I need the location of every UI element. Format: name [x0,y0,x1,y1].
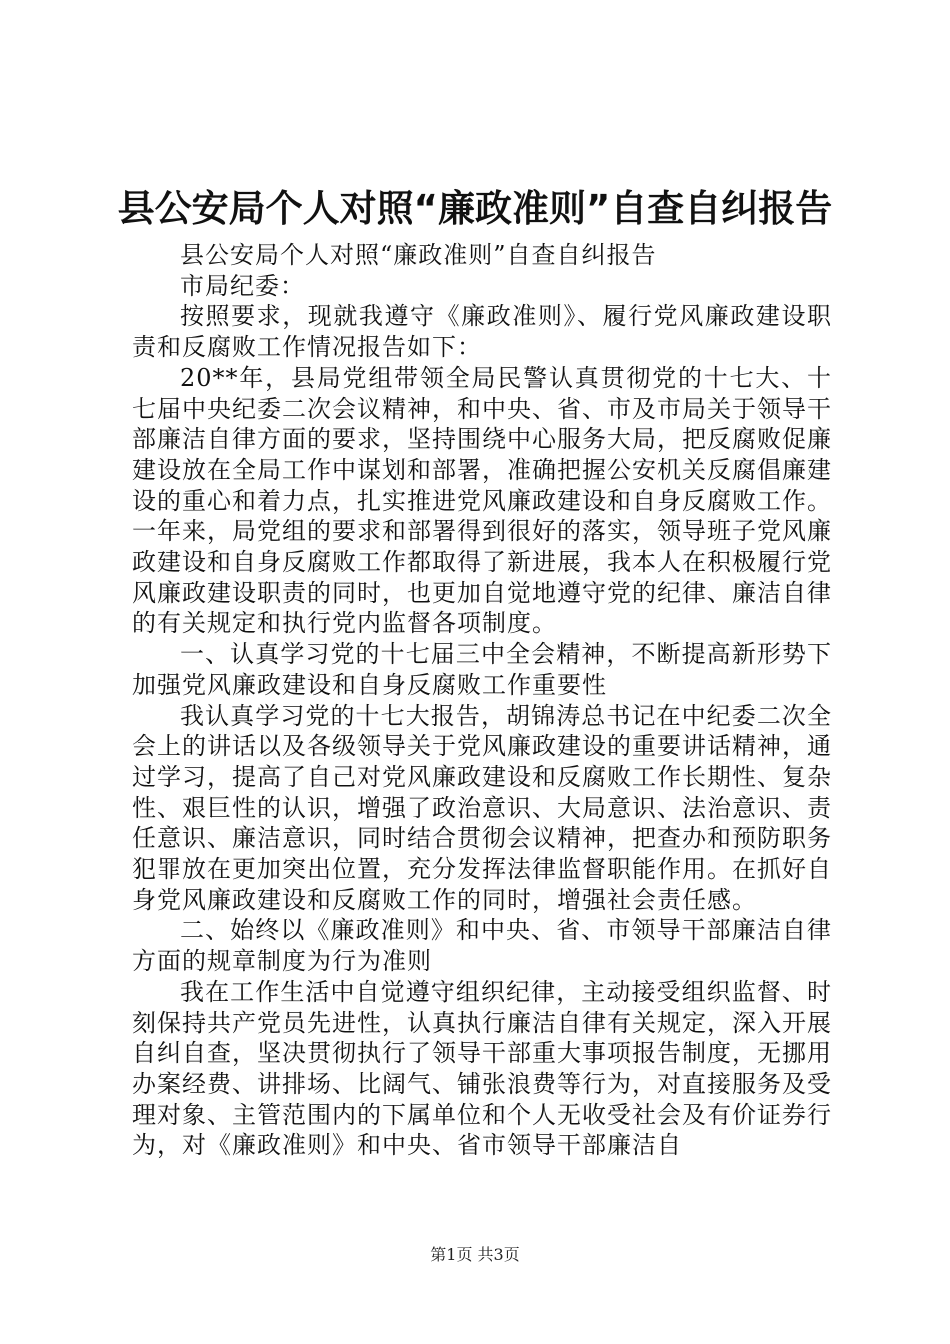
paragraph-section-2: 我在工作生活中自觉遵守组织纪律，主动接受组织监督、时刻保持共产党员先进性，认真执行廉洁自律有关规定，深入开展自纠自查，坚决贯彻执行了领导干部重大事项报告制度，无挪用办案经费、讲排场、比阔气、铺张浪费等行为，对直接服务及受理对象、主管范围内的下属单位和个人无收受社会及有价证券行为，对《廉政准则》和中央、省市领导干部廉洁自 [132,977,832,1160]
paragraph-salutation: 市局纪委： [180,271,305,300]
document-title: 县公安局个人对照“廉政准则”自查自纠报告 [117,187,833,230]
paragraph-section-1: 我认真学习党的十七大报告，胡锦涛总书记在中纪委二次全会上的讲话以及各级领导关于党风廉政建设的重要讲话精神，通过学习，提高了自己对党风廉政建设和反腐败工作长期性、复杂性、艰巨性的认识，增强了政治意识、大局意识、法治意识、责任意识、廉洁意识，同时结合贯彻会议精神，把查办和预防职务犯罪放在更加突出位置，充分发挥法律监督职能作用。在抓好自身党风廉政建设和反腐败工作的同时，增强社会责任感。 [132,701,832,914]
section-heading-2: 二、始终以《廉政准则》和中央、省、市领导干部廉洁自律方面的规章制度为行为准则 [132,916,832,976]
page-footer: 第1页 共3页 [430,1245,520,1264]
paragraph-subtitle: 县公安局个人对照“廉政准则”自查自纠报告 [180,241,657,269]
section-heading-1: 一、认真学习党的十七届三中全会精神，不断提高新形势下加强党风廉政建设和自身反腐败工作重要性 [132,640,832,699]
document-body [132,240,832,1161]
paragraph-intro: 按照要求，现就我遵守《廉政准则》、履行党风廉政建设职责和反腐败工作情况报告如下： [132,302,832,362]
paragraph-overview: 20**年，县局党组带领全局民警认真贯彻党的十七大、十七届中央纪委二次会议精神，和中央、省、市及市局关于领导干部廉洁自律方面的要求，坚持围绕中心服务大局，把反腐败促廉建设放在全局工作中谋划和部署，准确把握公安机关反腐倡廉建设的重心和着力点，扎实推进党风廉政建设和自身反腐败工作。一年来，局党组的要求和部署得到很好的落实，领导班子党风廉政建设和自身反腐败工作都取得了新进展，我本人在积极履行党风廉政建设职责的同时，也更加自觉地遵守党的纪律、廉洁自律的有关规定和执行党内监督各项制度。 [132,363,832,638]
